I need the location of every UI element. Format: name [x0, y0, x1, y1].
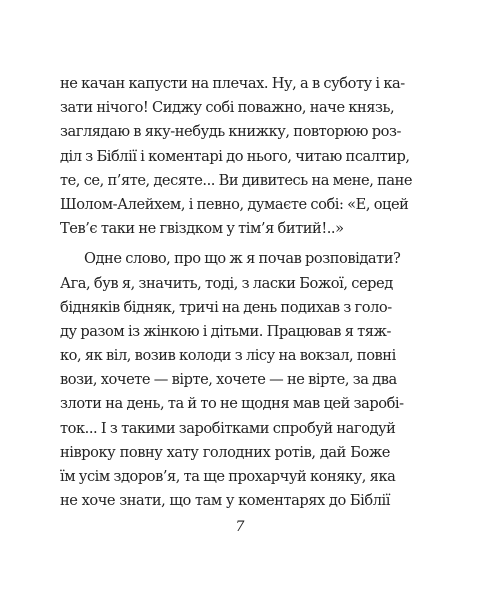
text-line: Ага, був я, значить, тоді, з ласки Божої, серед: [60, 274, 393, 292]
text-line: діл з Біблії і коментарі до нього, читаю псалтир,: [60, 147, 410, 165]
text-line: не качан капусти на плечах. Ну, а в суботу і ка-: [60, 75, 405, 92]
page-number: 7: [235, 519, 245, 535]
text-line: вози, хочете — вірте, хочете — не вірте, за два: [60, 371, 397, 389]
text-line: те, се, п’яте, десяте... Ви дивитесь на мене, пане: [60, 171, 413, 189]
text-line: нівроку повну хату голодних ротів, дай Боже: [60, 443, 390, 461]
text-line: ко, як віл, возив колоди з лісу на вокзал, повні: [60, 347, 396, 365]
text-line: зати нічого! Сиджу собі поважно, наче князь,: [60, 99, 395, 117]
text-line: бідняків бідняк, тричі на день подихав з голо-: [60, 298, 392, 316]
paragraph-1: [60, 72, 413, 241]
text-line: злоти на день, та й то не щодня мав цей заробі-: [60, 395, 404, 413]
text-block: [60, 72, 413, 513]
text-line: їм усім здоров’я, та ще прохарчуй коняку, яка: [60, 468, 396, 485]
text-line: ток... І з такими заробітками спробуй нагодуй: [60, 419, 396, 437]
text-line: ду разом із жінкою і дітьми. Працював я тяж-: [60, 322, 391, 340]
text-line: Одне слово, про що ж я почав розповідати?: [84, 250, 401, 268]
text-line: заглядаю в яку-небудь книжку, повторюю роз-: [60, 123, 401, 141]
text-line: Тев’є таки не гвіздком у тім’я битий!..»: [60, 220, 344, 238]
text-line: Шолом-Алейхем, і певно, думаєте собі: «Е, оцей: [60, 195, 409, 213]
text-line: не хоче знати, що там у коментарях до Біблії: [60, 492, 390, 510]
paragraph-2: [60, 247, 404, 513]
